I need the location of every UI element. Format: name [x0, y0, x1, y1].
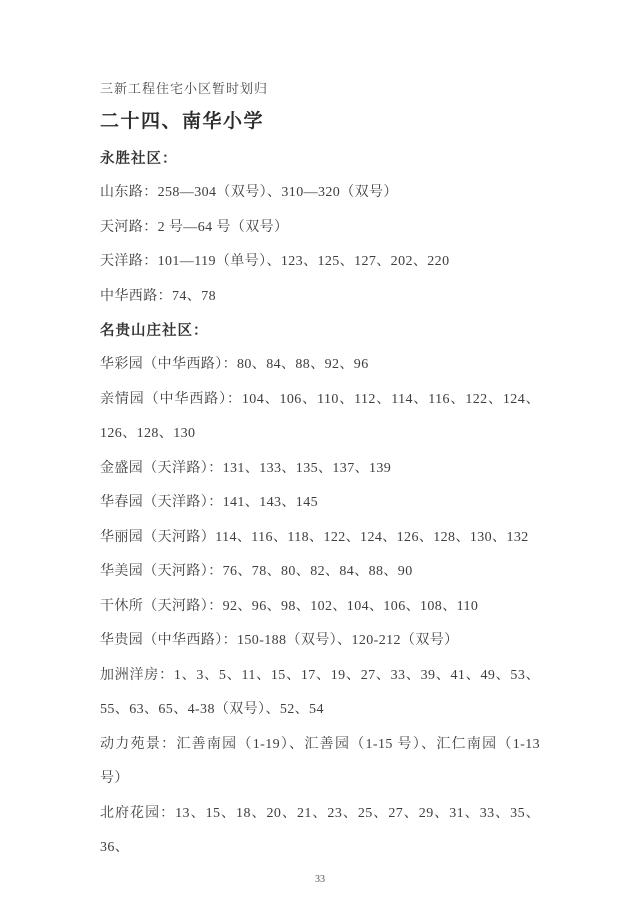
page-number: 33 [315, 873, 325, 885]
entry-dongli-yuanjing: 动力苑景：汇善南园（1-19）、汇善园（1-15 号）、汇仁南园（1-13 号） [100, 736, 540, 786]
entry-huagui-garden: 华贵园（中华西路）：150-188（双号）、120-212（双号） [100, 633, 459, 648]
page-title: 二十四、南华小学 [100, 111, 265, 132]
entry-huachun-garden: 华春园（天洋路）：141、143、145 [100, 495, 318, 510]
entry-ganxiusuo: 干休所（天河路）：92、96、98、102、104、106、108、110 [100, 598, 479, 614]
entry-tianyang-road: 天洋路：101—119（单号）、123、125、127、202、220 [100, 254, 450, 269]
entry-tianhe-road: 天河路：2 号—64 号（双号） [100, 219, 289, 235]
entry-qinqing-garden: 亲情园（中华西路）：104、106、110、112、114、116、122、124、126、128、130 [100, 391, 540, 441]
section-title-minggui-shanzhuang: 名贵山庄社区： [100, 323, 209, 339]
entry-shandong-road: 山东路：258—304（双号）、310—320（双号） [100, 185, 398, 200]
section-title-yongsheng: 永胜社区： [100, 151, 178, 167]
entry-jinsheng-garden: 金盛园（天洋路）：131、133、135、137、139 [100, 460, 392, 476]
entry-zhonghua-west-road: 中华西路：74、78 [100, 288, 216, 304]
note-line: 三新工程住宅小区暂时划归 [100, 81, 269, 96]
entry-huacai-garden: 华彩园（中华西路）：80、84、88、92、96 [100, 357, 369, 372]
entry-jiazhou-yangfang: 加洲洋房：1、3、5、11、15、17、19、27、33、39、41、49、53、55、63、65、4-38（双号）、52、54 [100, 667, 540, 717]
entry-beifu-garden: 北府花园：13、15、18、20、21、23、25、27、29、31、33、35、36、 [100, 805, 540, 855]
entry-huamei-garden: 华美园（天河路）：76、78、80、82、84、88、90 [100, 564, 413, 579]
entry-huali-garden: 华丽园（天河路）114、116、118、122、124、126、128、130、132 [100, 529, 529, 545]
